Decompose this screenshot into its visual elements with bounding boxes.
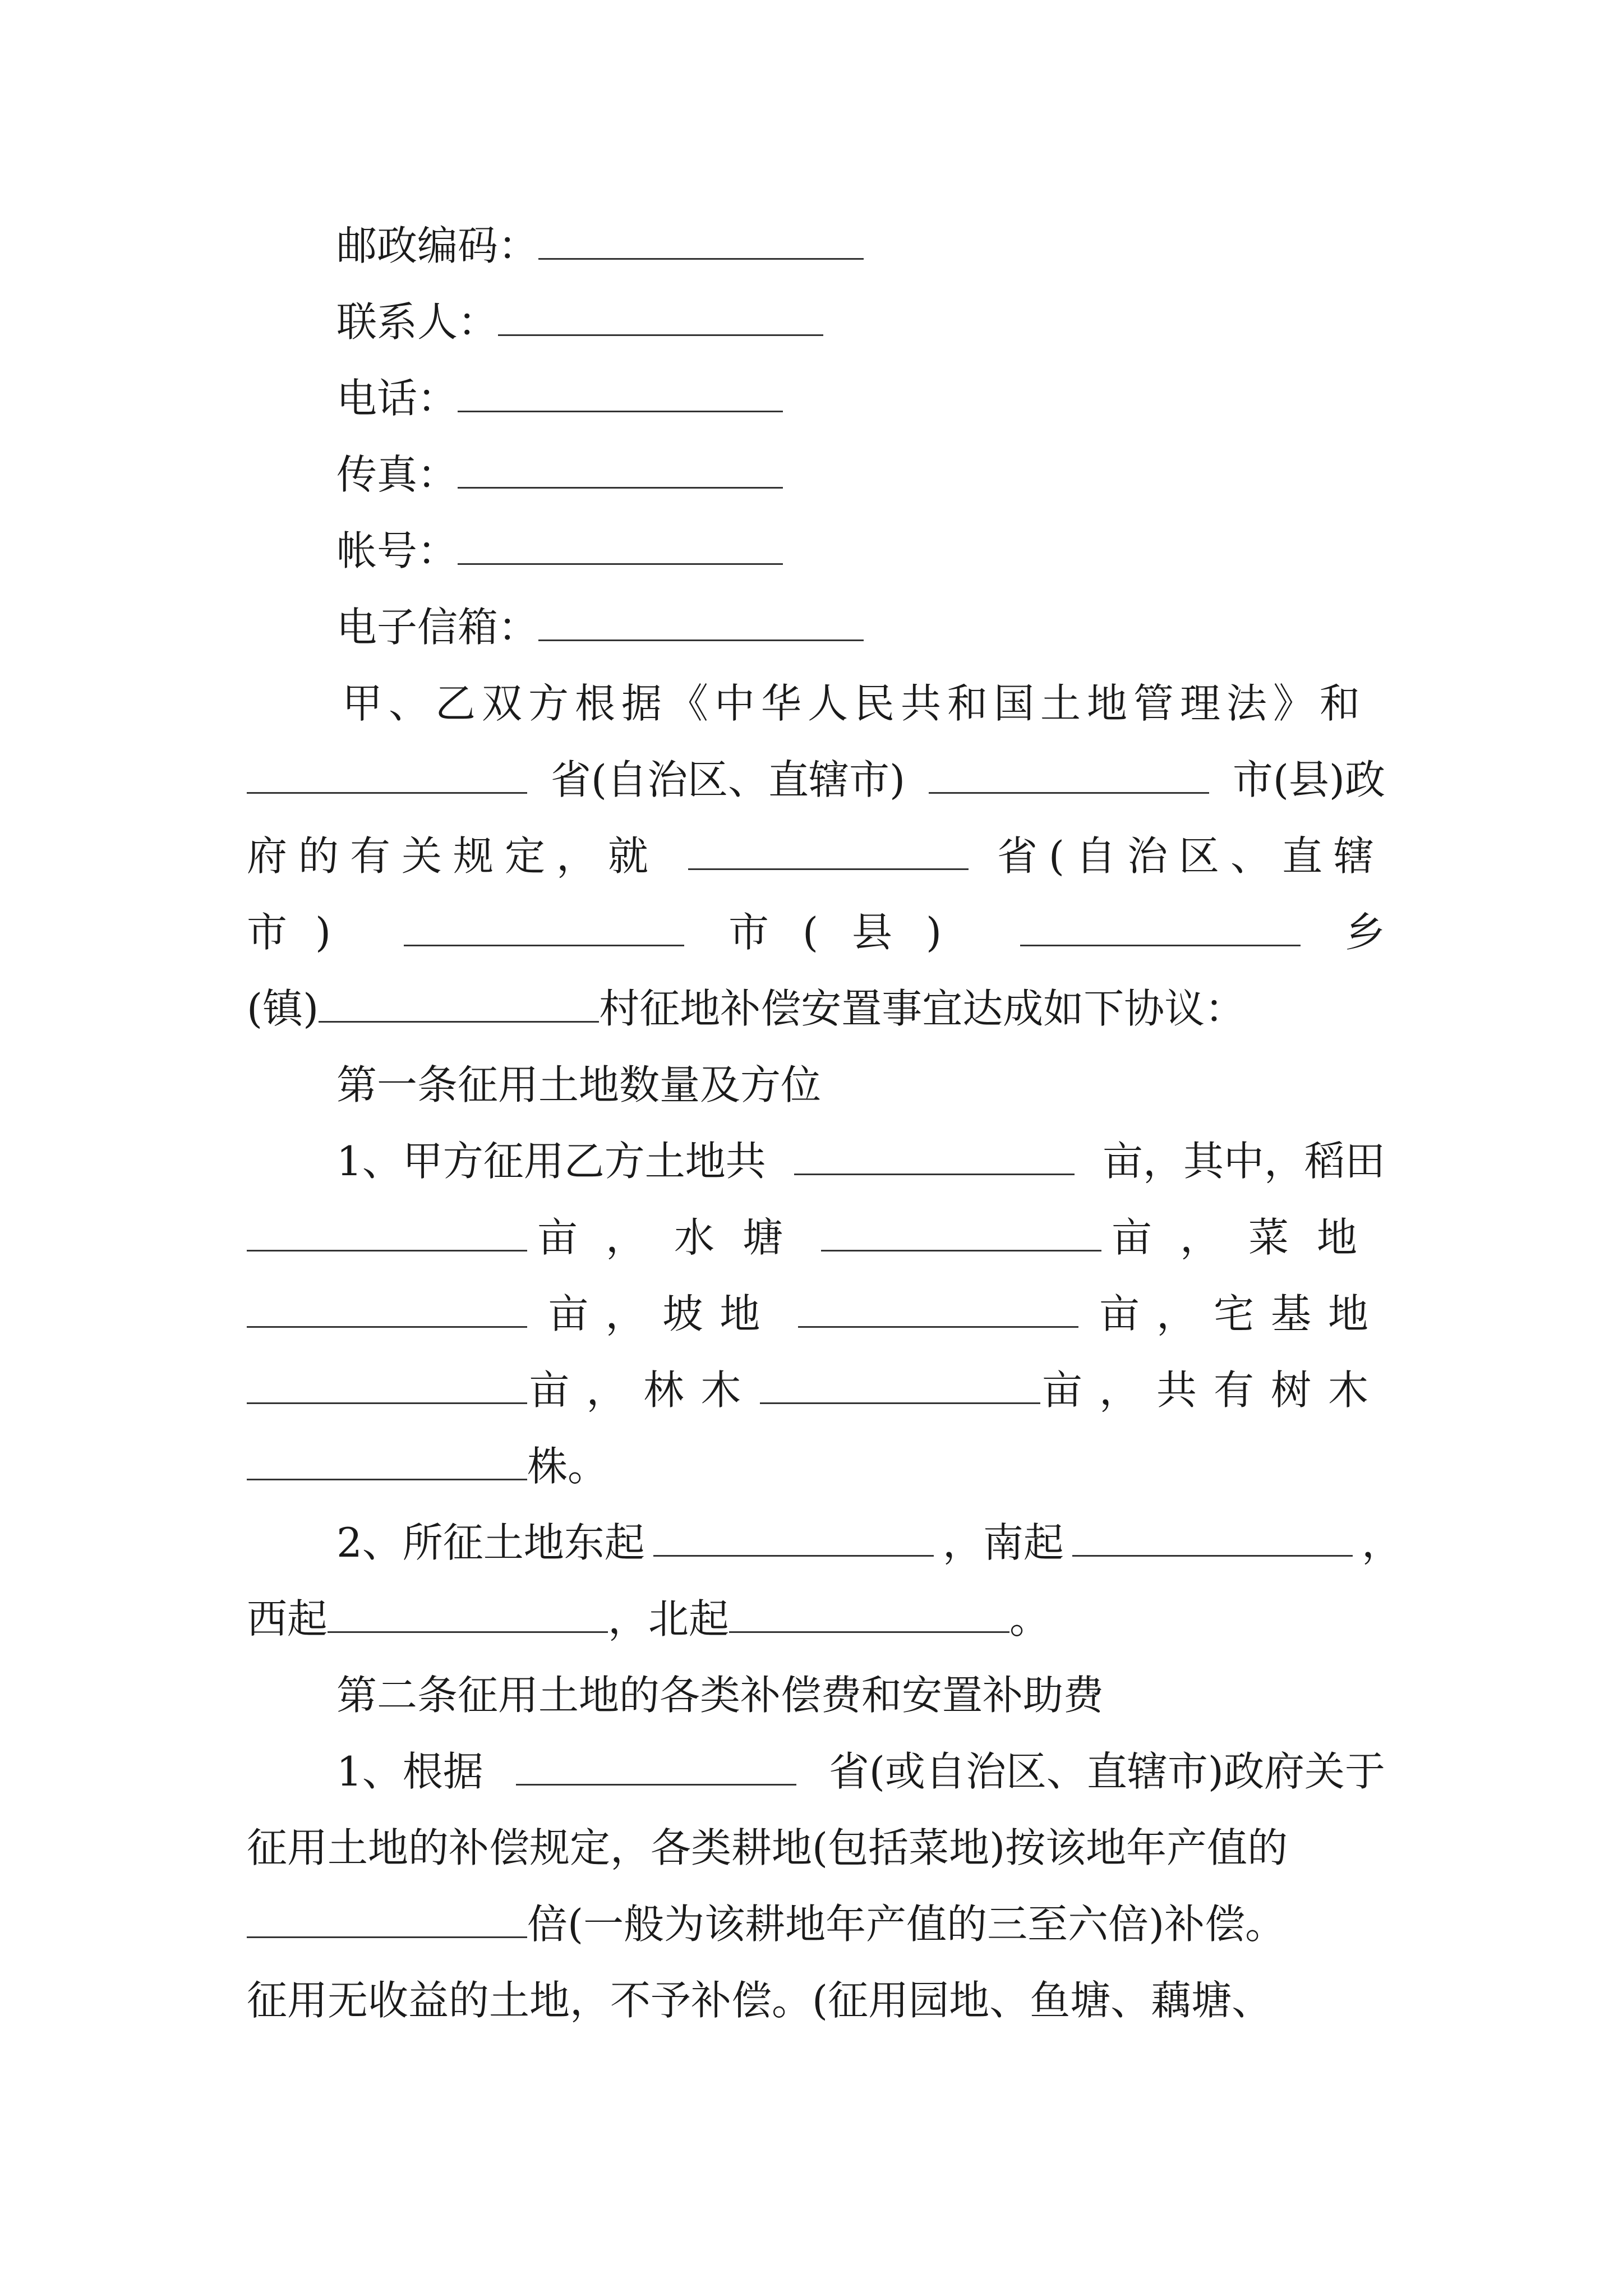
preamble-text: 市)	[247, 909, 359, 956]
article-text: 亩，林木	[529, 1366, 758, 1414]
article-text: 亩，共有树木	[1041, 1366, 1385, 1414]
vegetable-plot-blank[interactable]	[247, 1288, 527, 1328]
article-1-p2-line-1	[336, 1515, 1402, 1571]
preamble-text: (镇)	[247, 985, 319, 1032]
contact-person-line	[336, 294, 823, 350]
slope-land-blank[interactable]	[798, 1288, 1078, 1328]
article-text: 2、所征土地东起	[336, 1519, 645, 1566]
phone-blank[interactable]	[458, 372, 783, 412]
preamble-text: 甲、乙双方根据《中华人民共和国土地管理法》和	[342, 680, 1367, 727]
article-1-p1-line-3	[247, 1286, 1385, 1342]
article-text: 株。	[527, 1443, 608, 1490]
article-text: 省(或自治区、直辖市)政府关于	[828, 1748, 1385, 1795]
total-area-blank[interactable]	[794, 1135, 1075, 1175]
trees-count-blank[interactable]	[247, 1441, 527, 1480]
preamble-line-4	[247, 904, 1385, 960]
article-text: 亩，水塘	[537, 1214, 811, 1261]
account-label: 帐号：	[336, 527, 458, 574]
account-line	[336, 523, 783, 579]
pond-blank[interactable]	[821, 1212, 1101, 1251]
fax-line	[336, 447, 783, 503]
email-line	[336, 599, 864, 655]
province-blank-2[interactable]	[688, 830, 969, 870]
south-boundary-blank[interactable]	[1072, 1517, 1353, 1557]
fax-blank[interactable]	[458, 449, 783, 489]
article-1-p1-line-5	[247, 1438, 608, 1494]
article-text: 1、甲方征用乙方土地共	[336, 1138, 766, 1185]
article-text: 。	[1009, 1595, 1050, 1642]
contact-person-blank[interactable]	[498, 296, 823, 336]
town-blank[interactable]	[1020, 907, 1301, 946]
phone-line	[336, 370, 783, 426]
article-1-p1-line-4	[247, 1362, 1385, 1418]
article-text: 亩，其中，稻田	[1102, 1138, 1385, 1185]
article-text: 1、根据	[336, 1748, 483, 1795]
article-text: 征用无收益的土地，不予补偿。(征用园地、鱼塘、藕塘、	[247, 1977, 1272, 2024]
article-text: 亩，菜地	[1111, 1214, 1385, 1261]
article-1-p1-line-1	[336, 1133, 1385, 1189]
article-2-title	[336, 1667, 1104, 1723]
preamble-line-3	[247, 828, 1385, 884]
preamble-line-2	[247, 752, 1385, 808]
article-text: 征用土地的补偿规定，各类耕地(包括菜地)按该地年产值的	[247, 1824, 1288, 1871]
preamble-text: 市(县)政	[1232, 756, 1385, 803]
article-text: 西起	[247, 1595, 328, 1642]
article-title-text: 第二条征用土地的各类补偿费和安置补助费	[336, 1672, 1104, 1719]
province-blank[interactable]	[247, 754, 527, 794]
article-1-p1-line-2	[247, 1209, 1385, 1266]
east-boundary-blank[interactable]	[653, 1517, 934, 1557]
preamble-text: 省(自治区、直辖市)	[550, 756, 906, 803]
postal-code-blank[interactable]	[538, 220, 864, 260]
article-2-p1-line-3	[247, 1896, 1285, 1952]
article-2-p1-line-1	[336, 1743, 1385, 1800]
fax-label: 传真：	[336, 451, 458, 498]
email-blank[interactable]	[538, 601, 864, 641]
village-blank[interactable]	[319, 983, 599, 1023]
preamble-text: 省(自治区、直辖	[997, 832, 1385, 880]
preamble-line-1	[342, 675, 1385, 731]
preamble-text: 市(县)	[728, 909, 976, 956]
article-text: 亩，宅基地	[1099, 1290, 1385, 1337]
postal-code-label: 邮政编码：	[336, 222, 539, 269]
article-text: ，南起	[942, 1519, 1064, 1566]
article-2-p1-line-4	[247, 1972, 1272, 2028]
article-1-title	[336, 1057, 821, 1113]
city-blank[interactable]	[929, 754, 1209, 794]
north-boundary-blank[interactable]	[729, 1593, 1009, 1633]
contact-person-label: 联系人：	[336, 298, 499, 346]
account-blank[interactable]	[458, 525, 783, 565]
city-blank-2[interactable]	[404, 907, 684, 946]
preamble-text: 府的有关规定，就	[247, 832, 660, 880]
article-text: 倍(一般为该耕地年产值的三至六倍)补偿。	[527, 1901, 1286, 1948]
postal-code-line	[336, 218, 864, 274]
homestead-blank[interactable]	[247, 1364, 527, 1404]
email-label: 电子信箱：	[336, 604, 539, 651]
preamble-text: 村征地补偿安置事宜达成如下协议：	[599, 985, 1246, 1032]
article-text: 亩，坡地	[548, 1290, 777, 1337]
article-2-p1-line-2	[247, 1820, 1288, 1876]
preamble-line-5	[247, 981, 1245, 1037]
rice-field-blank[interactable]	[247, 1212, 527, 1251]
forest-blank[interactable]	[760, 1364, 1040, 1404]
preamble-text: 乡	[1344, 909, 1385, 956]
article-title-text: 第一条征用土地数量及方位	[336, 1061, 822, 1108]
article-text: ，	[1361, 1519, 1402, 1566]
phone-label: 电话：	[336, 375, 458, 422]
article-1-p2-line-2	[247, 1591, 1050, 1647]
west-boundary-blank[interactable]	[328, 1593, 608, 1633]
article-text: ，北起	[608, 1595, 730, 1642]
province-blank-3[interactable]	[516, 1746, 796, 1786]
multiple-blank[interactable]	[247, 1898, 527, 1938]
